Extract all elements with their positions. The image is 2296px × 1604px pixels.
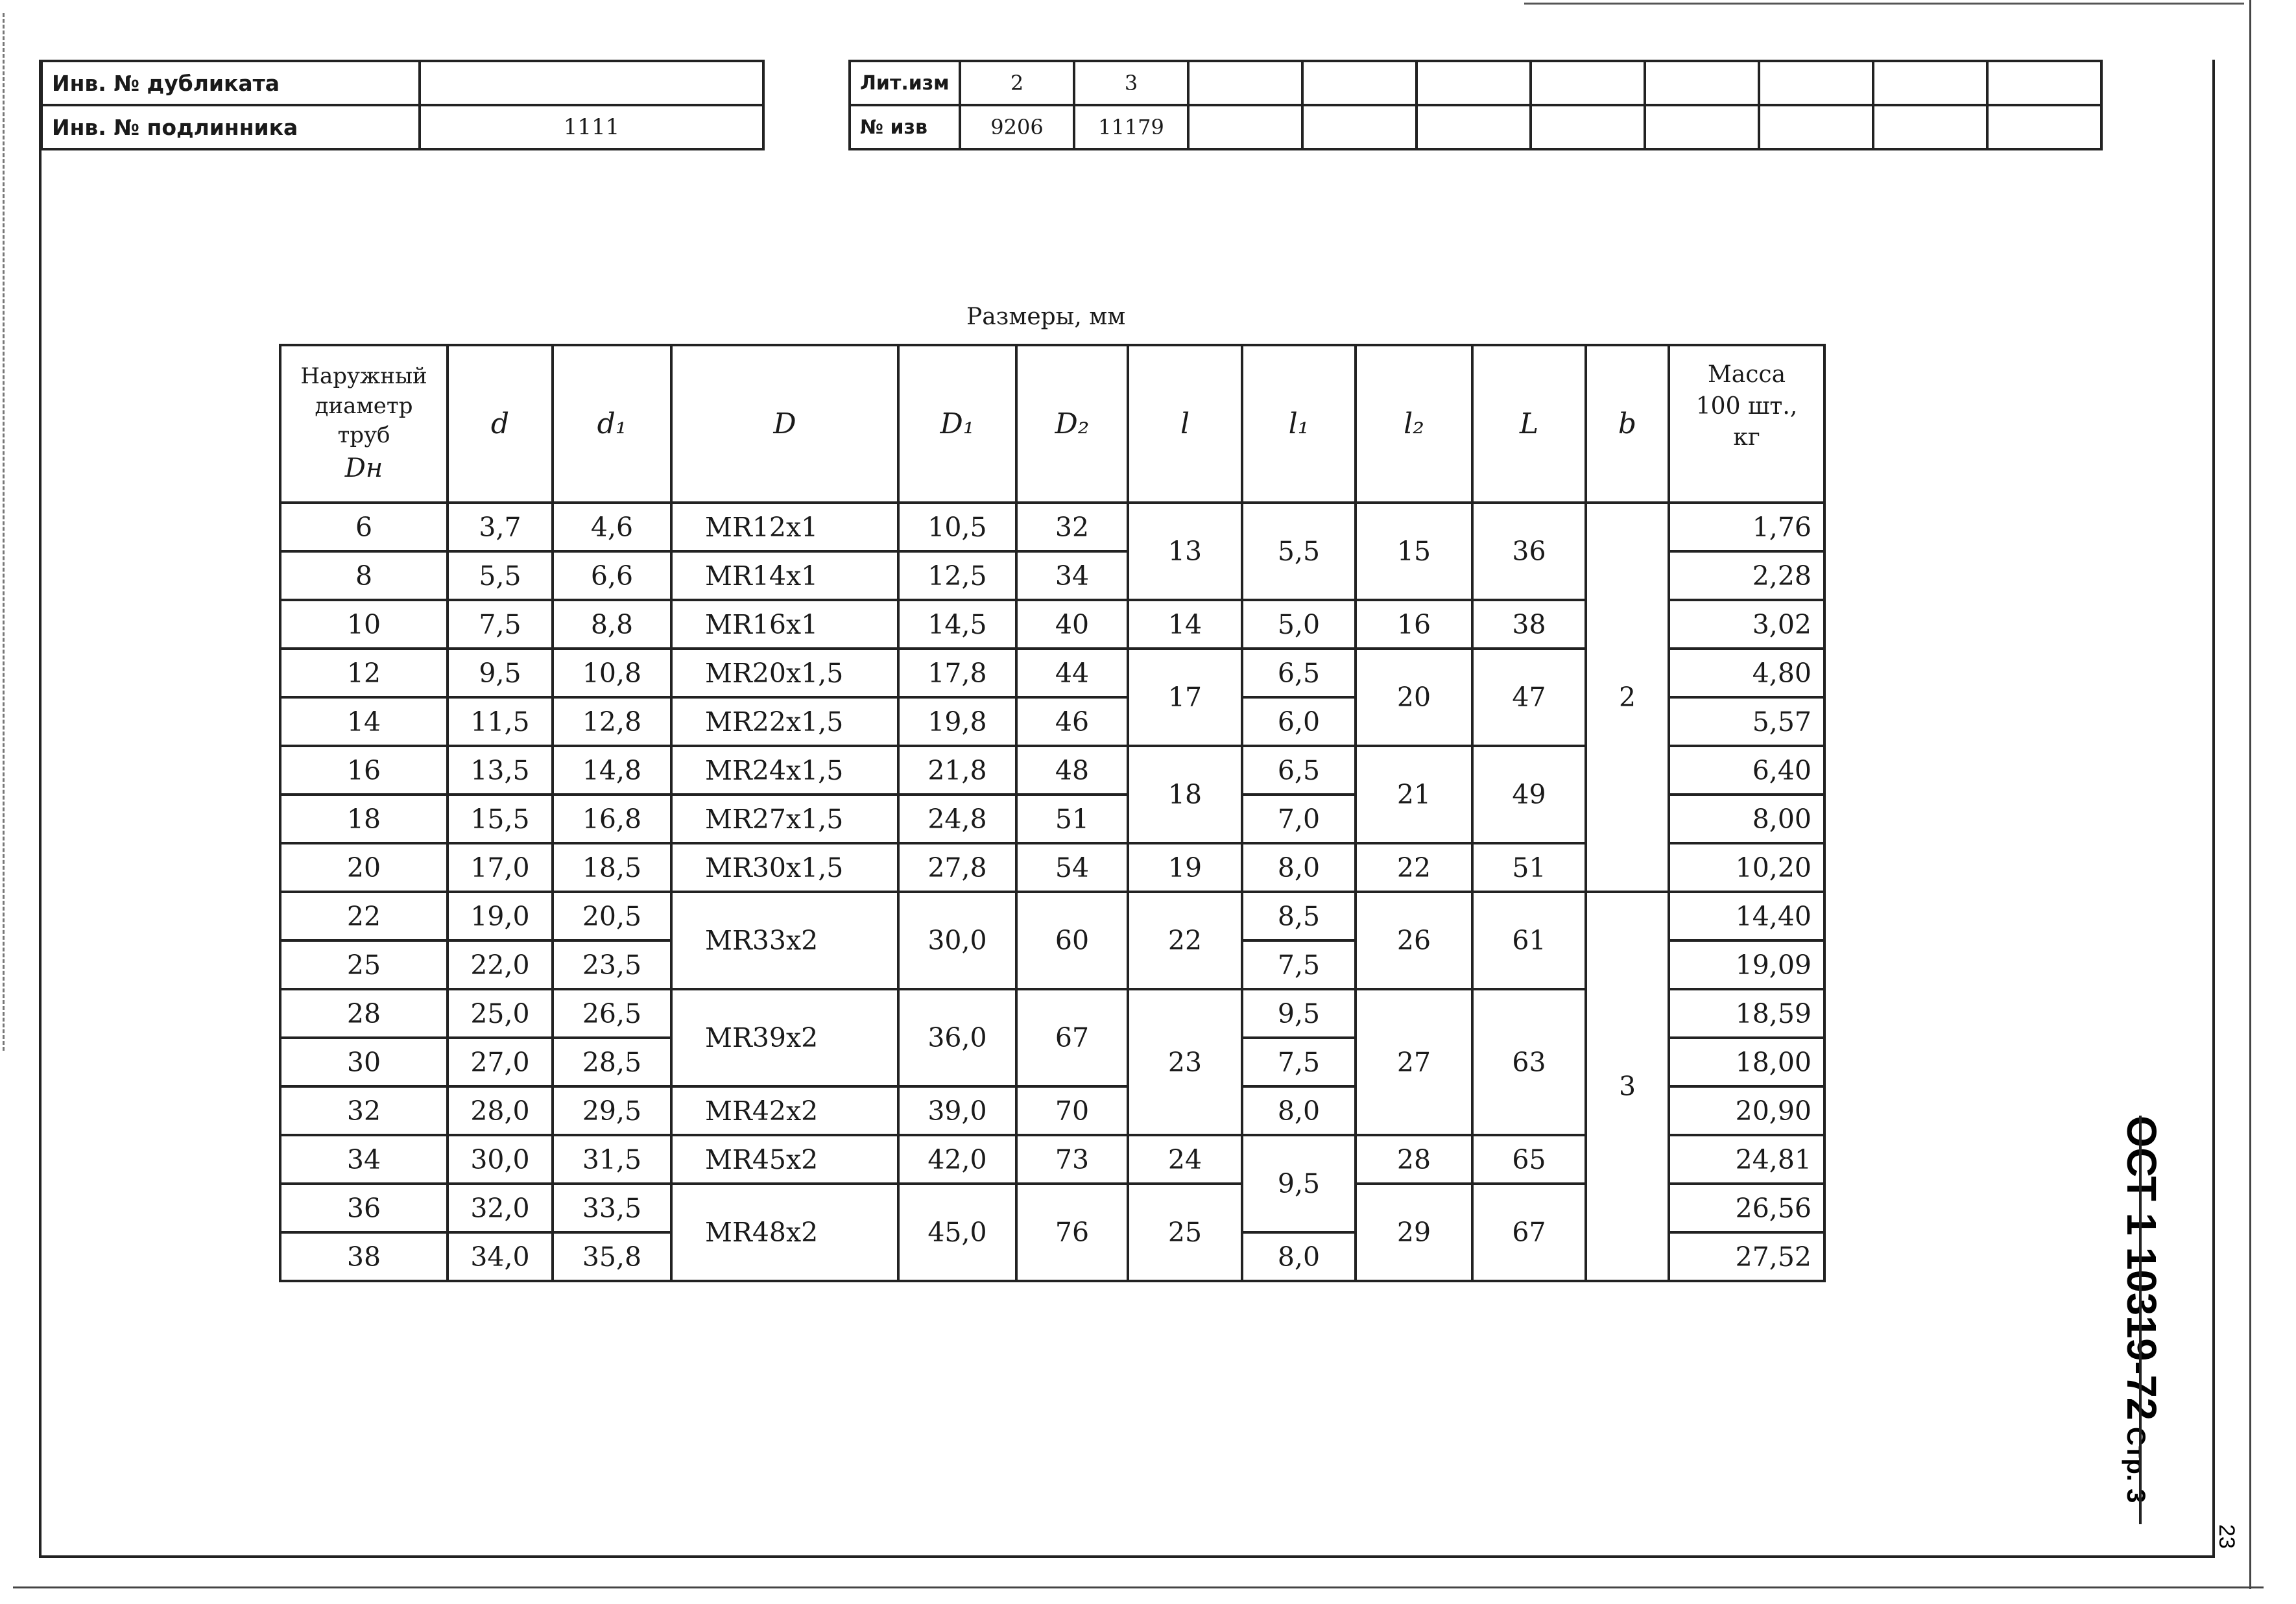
cell-l1: 5,0 [1242,600,1356,649]
cell-d: 25,0 [448,989,553,1038]
dimensions-table [279,344,1826,1282]
cell-dn: 20 [280,843,448,892]
cell-D: MR39x2 [671,989,898,1086]
cell-D2: 73 [1016,1135,1128,1184]
revision-cell [1759,105,1873,149]
cell-l1: 8,0 [1242,843,1356,892]
cell-L: 67 [1472,1184,1586,1281]
cell-D: MR24x1,5 [671,746,898,795]
cell-mass: 14,40 [1669,892,1824,940]
cell-L: 38 [1472,600,1586,649]
cell-D1: 45,0 [898,1184,1016,1281]
cell-d1: 12,8 [553,697,671,746]
cell-l1: 8,5 [1242,892,1356,940]
cell-dn: 34 [280,1135,448,1184]
cell-dn: 12 [280,649,448,697]
cell-D: MR48x2 [671,1184,898,1281]
cell-mass: 19,09 [1669,940,1824,989]
cell-L: 49 [1472,746,1586,843]
cell-dn: 6 [280,503,448,551]
cell-D1: 21,8 [898,746,1016,795]
cell-l: 13 [1128,503,1242,600]
cell-dn: 28 [280,989,448,1038]
cell-b: 3 [1586,892,1669,1281]
revision-cell: 2 [960,61,1074,105]
cell-l: 25 [1128,1184,1242,1281]
cell-D2: 60 [1016,892,1128,989]
revision-cell [1188,61,1302,105]
cell-D: MR20x1,5 [671,649,898,697]
revision-cell [1188,105,1302,149]
cell-mass: 10,20 [1669,843,1824,892]
header-outer-diameter: Наружный диаметр труб Dн [280,345,448,503]
revision-cell [1531,105,1645,149]
cell-mass: 6,40 [1669,746,1824,795]
cell-d1: 33,5 [553,1184,671,1232]
cell-l: 18 [1128,746,1242,843]
cell-d1: 26,5 [553,989,671,1038]
cell-D2: 46 [1016,697,1128,746]
cell-D2: 67 [1016,989,1128,1086]
cell-D: MR45x2 [671,1135,898,1184]
cell-l1: 9,5 [1242,1135,1356,1232]
cell-D: MR22x1,5 [671,697,898,746]
cell-d1: 29,5 [553,1086,671,1135]
cell-D1: 30,0 [898,892,1016,989]
header-l2: l₂ [1356,345,1472,503]
cell-D: MR33x2 [671,892,898,989]
cell-mass: 4,80 [1669,649,1824,697]
cell-D2: 34 [1016,551,1128,600]
cell-l1: 6,5 [1242,649,1356,697]
revision-cell [1417,61,1531,105]
cell-L: 51 [1472,843,1586,892]
cell-l: 23 [1128,989,1242,1135]
standard-designation [2101,1116,2179,1531]
table-caption: Размеры, мм [966,304,1126,330]
cell-d: 11,5 [448,697,553,746]
cell-dn: 22 [280,892,448,940]
cell-d: 5,5 [448,551,553,600]
revision-cell [1873,61,1987,105]
revision-cell [1873,105,1987,149]
cell-d: 22,0 [448,940,553,989]
cell-dn: 14 [280,697,448,746]
notice-number-label: № изв [850,105,960,149]
cell-l1: 7,5 [1242,1038,1356,1086]
cell-d: 27,0 [448,1038,553,1086]
cell-D2: 76 [1016,1184,1128,1281]
cell-d: 15,5 [448,795,553,843]
sheet-number [2212,1518,2244,1570]
cell-d: 9,5 [448,649,553,697]
cell-D2: 54 [1016,843,1128,892]
cell-d1: 28,5 [553,1038,671,1086]
bottom-rule [13,1586,2264,1588]
cell-D: MR16x1 [671,600,898,649]
cell-dn: 25 [280,940,448,989]
cell-l2: 29 [1356,1184,1472,1281]
revision-cell [1417,105,1531,149]
cell-l: 19 [1128,843,1242,892]
cell-dn: 36 [280,1184,448,1232]
cell-L: 61 [1472,892,1586,989]
cell-d1: 23,5 [553,940,671,989]
cell-d1: 4,6 [553,503,671,551]
revision-cell [1759,61,1873,105]
cell-l1: 6,0 [1242,697,1356,746]
cell-d1: 18,5 [553,843,671,892]
cell-D1: 10,5 [898,503,1016,551]
cell-dn: 38 [280,1232,448,1281]
cell-d: 30,0 [448,1135,553,1184]
standard-code: ОСТ 1 10319-72 [2118,1116,2165,1424]
revision-cell [1987,105,2101,149]
cell-d1: 14,8 [553,746,671,795]
original-inventory-label: Инв. № подлинника [42,105,420,149]
binding-dash-line [3,13,5,1051]
revision-cell: 3 [1074,61,1188,105]
revision-stamp [848,60,2103,150]
inventory-stamp [40,60,765,150]
cell-D1: 39,0 [898,1086,1016,1135]
cell-D1: 36,0 [898,989,1016,1086]
cell-D1: 19,8 [898,697,1016,746]
cell-dn: 8 [280,551,448,600]
cell-b: 2 [1586,503,1669,892]
cell-dn: 32 [280,1086,448,1135]
cell-d1: 10,8 [553,649,671,697]
original-inventory-value: 1111 [420,105,763,149]
duplicate-inventory-label: Инв. № дубликата [42,61,420,105]
cell-l2: 26 [1356,892,1472,989]
revision-cell [1302,61,1417,105]
cell-D: MR12x1 [671,503,898,551]
revision-cell [1645,105,1759,149]
revision-cell [1987,61,2101,105]
header-mass: Масса 100 шт., кг [1669,345,1824,503]
header-d1: d₁ [553,345,671,503]
cell-D: MR30x1,5 [671,843,898,892]
cell-l1: 7,5 [1242,940,1356,989]
cell-L: 63 [1472,989,1586,1135]
top-rule [1524,3,2244,5]
svg-text:23: 23 [2214,1524,2239,1549]
header-l: l [1128,345,1242,503]
cell-dn: 18 [280,795,448,843]
revision-cell: 11179 [1074,105,1188,149]
header-d: d [448,345,553,503]
cell-mass: 2,28 [1669,551,1824,600]
table-row [280,892,1824,940]
cell-l1: 6,5 [1242,746,1356,795]
header-l1: l₁ [1242,345,1356,503]
cell-d: 19,0 [448,892,553,940]
cell-l1: 7,0 [1242,795,1356,843]
cell-l1: 5,5 [1242,503,1356,600]
cell-L: 36 [1472,503,1586,600]
revision-cell [1302,105,1417,149]
header-D1: D₁ [898,345,1016,503]
cell-D: MR14x1 [671,551,898,600]
cell-l: 14 [1128,600,1242,649]
cell-l: 24 [1128,1135,1242,1184]
cell-l2: 27 [1356,989,1472,1135]
cell-l1: 8,0 [1242,1086,1356,1135]
cell-l1: 9,5 [1242,989,1356,1038]
cell-d: 13,5 [448,746,553,795]
cell-mass: 3,02 [1669,600,1824,649]
cell-l1: 8,0 [1242,1232,1356,1281]
page-label: Стр. 3 [2122,1427,2150,1503]
cell-D1: 14,5 [898,600,1016,649]
cell-D1: 17,8 [898,649,1016,697]
cell-d: 32,0 [448,1184,553,1232]
cell-l2: 21 [1356,746,1472,843]
cell-d1: 35,8 [553,1232,671,1281]
cell-l2: 16 [1356,600,1472,649]
cell-d1: 6,6 [553,551,671,600]
cell-D2: 70 [1016,1086,1128,1135]
cell-d1: 31,5 [553,1135,671,1184]
header-b: b [1586,345,1669,503]
cell-D1: 12,5 [898,551,1016,600]
cell-D2: 32 [1016,503,1128,551]
revision-cell [1645,61,1759,105]
cell-dn: 10 [280,600,448,649]
cell-l: 22 [1128,892,1242,989]
cell-mass: 26,56 [1669,1184,1824,1232]
cell-d1: 20,5 [553,892,671,940]
cell-d1: 16,8 [553,795,671,843]
cell-L: 47 [1472,649,1586,746]
cell-D1: 27,8 [898,843,1016,892]
cell-D1: 42,0 [898,1135,1016,1184]
cell-d: 17,0 [448,843,553,892]
cell-mass: 20,90 [1669,1086,1824,1135]
cell-D: MR42x2 [671,1086,898,1135]
cell-mass: 27,52 [1669,1232,1824,1281]
cell-l2: 28 [1356,1135,1472,1184]
cell-l2: 22 [1356,843,1472,892]
cell-mass: 24,81 [1669,1135,1824,1184]
duplicate-inventory-value [420,61,763,105]
revision-cell: 9206 [960,105,1074,149]
cell-d: 3,7 [448,503,553,551]
cell-l: 17 [1128,649,1242,746]
cell-D1: 24,8 [898,795,1016,843]
cell-mass: 18,59 [1669,989,1824,1038]
right-rule [2249,0,2251,1589]
revision-cell [1531,61,1645,105]
revision-letter-label: Лит.изм [850,61,960,105]
cell-D2: 48 [1016,746,1128,795]
cell-mass: 5,57 [1669,697,1824,746]
table-row [280,503,1824,551]
cell-l2: 20 [1356,649,1472,746]
header-D: D [671,345,898,503]
cell-D: MR27x1,5 [671,795,898,843]
cell-D2: 51 [1016,795,1128,843]
cell-mass: 18,00 [1669,1038,1824,1086]
cell-d: 34,0 [448,1232,553,1281]
cell-d: 28,0 [448,1086,553,1135]
cell-dn: 16 [280,746,448,795]
cell-d: 7,5 [448,600,553,649]
cell-d1: 8,8 [553,600,671,649]
cell-L: 65 [1472,1135,1586,1184]
cell-mass: 8,00 [1669,795,1824,843]
cell-dn: 30 [280,1038,448,1086]
header-D2: D₂ [1016,345,1128,503]
cell-mass: 1,76 [1669,503,1824,551]
header-L: L [1472,345,1586,503]
cell-D2: 44 [1016,649,1128,697]
cell-D2: 40 [1016,600,1128,649]
cell-l2: 15 [1356,503,1472,600]
